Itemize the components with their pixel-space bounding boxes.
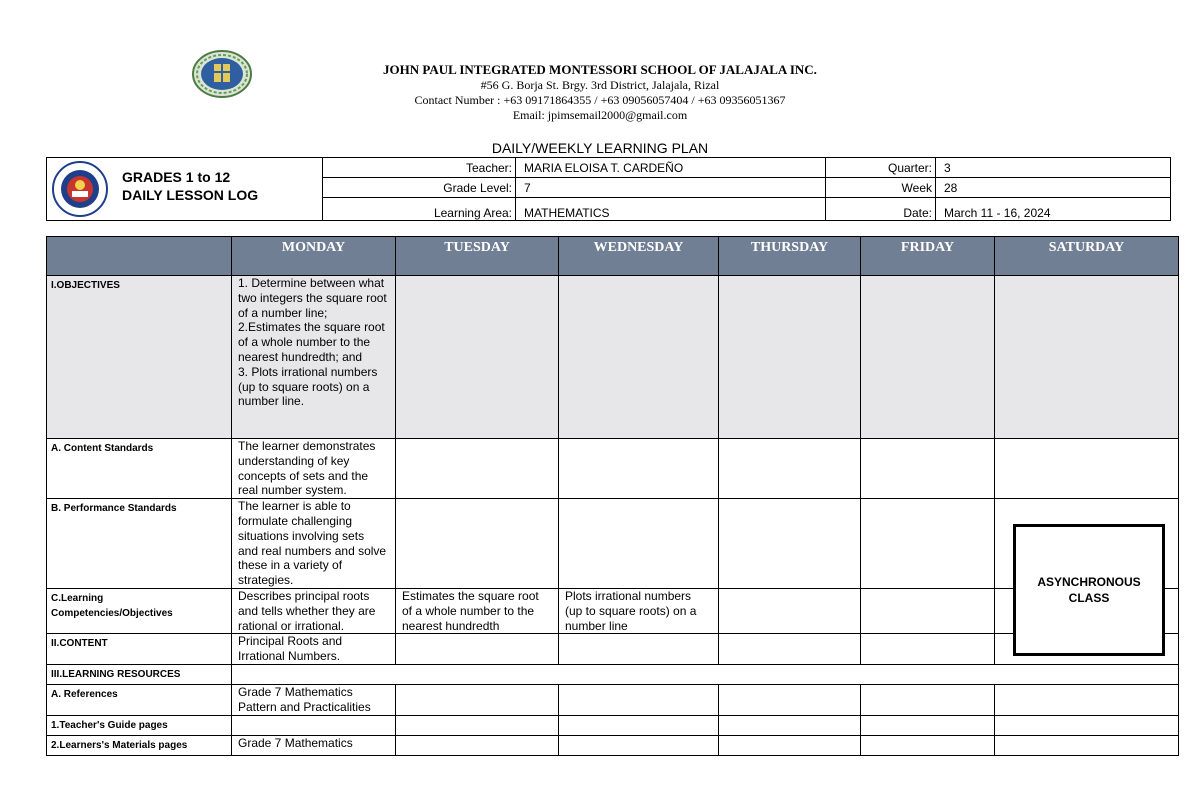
content-monday: Principal Roots and Irrational Numbers.	[232, 634, 396, 665]
objectives-saturday	[995, 276, 1179, 439]
header-friday: FRIDAY	[861, 237, 995, 276]
performance-standards-friday	[861, 499, 995, 589]
table-row-content	[47, 634, 1179, 665]
teachers-guide-monday	[232, 715, 396, 735]
school-name: JOHN PAUL INTEGRATED MONTESSORI SCHOOL OF JALAJALA INC.	[383, 62, 817, 77]
learning-area-value: MATHEMATICS	[516, 198, 826, 221]
learners-materials-friday	[861, 735, 995, 755]
grade-level-label: Grade Level:	[323, 178, 516, 198]
content-standards-tuesday	[396, 439, 559, 499]
school-seal-icon	[192, 50, 252, 98]
content-tuesday	[396, 634, 559, 665]
references-thursday	[719, 684, 861, 715]
competencies-thursday	[719, 588, 861, 633]
teachers-guide-saturday	[995, 715, 1179, 735]
log-title-line1: GRADES 1 to 12	[122, 169, 231, 185]
table-row-objectives	[47, 276, 1179, 439]
school-header	[300, 62, 900, 123]
table-row-content-standards	[47, 439, 1179, 499]
table-row-resources	[47, 664, 1179, 684]
references-wednesday	[559, 684, 719, 715]
content-wednesday	[559, 634, 719, 665]
row-label-performance-standards: B. Performance Standards	[47, 499, 232, 589]
objectives-friday	[861, 276, 995, 439]
table-row-competencies	[47, 588, 1179, 633]
table-row-performance-standards	[47, 499, 1179, 589]
teachers-guide-friday	[861, 715, 995, 735]
school-email: Email: jpimsemail2000@gmail.com	[512, 108, 688, 122]
grade-level-value: 7	[516, 178, 826, 198]
table-row-teachers-guide	[47, 715, 1179, 735]
learning-area-label: Learning Area:	[323, 198, 516, 221]
header-monday: MONDAY	[232, 237, 396, 276]
quarter-label: Quarter:	[826, 158, 936, 178]
competencies-monday: Describes principal roots and tells whether they are rational or irrational.	[232, 588, 396, 633]
references-friday	[861, 684, 995, 715]
competencies-tuesday: Estimates the square root of a whole number to the nearest hundredth	[396, 588, 559, 633]
date-value: March 11 - 16, 2024	[936, 198, 1171, 221]
date-label: Date:	[826, 198, 936, 221]
row-label-content-standards: A. Content Standards	[47, 439, 232, 499]
week-label: Week	[826, 178, 936, 198]
row-label-content: II.CONTENT	[47, 634, 232, 665]
learners-materials-monday: Grade 7 Mathematics	[232, 735, 396, 755]
learners-materials-thursday	[719, 735, 861, 755]
header-wednesday: WEDNESDAY	[559, 237, 719, 276]
performance-standards-tuesday	[396, 499, 559, 589]
row-label-teachers-guide: 1.Teacher's Guide pages	[47, 715, 232, 735]
header-blank	[47, 237, 232, 276]
table-row-learners-materials	[47, 735, 1179, 755]
log-title-line2: DAILY LESSON LOG	[122, 187, 259, 203]
table-row-references	[47, 684, 1179, 715]
row-label-learners-materials: 2.Learners's Materials pages	[47, 735, 232, 755]
header-thursday: THURSDAY	[719, 237, 861, 276]
teacher-value: MARIA ELOISA T. CARDEÑO	[516, 158, 826, 178]
row-label-objectives: I.OBJECTIVES	[47, 276, 232, 439]
content-thursday	[719, 634, 861, 665]
performance-standards-wednesday	[559, 499, 719, 589]
content-standards-monday: The learner demonstrates understanding of key concepts of sets and the real number system.	[232, 439, 396, 499]
asynchronous-class-box: ASYNCHRONOUS CLASS	[1013, 524, 1165, 656]
row-label-competencies: C.Learning Competencies/Objectives	[47, 588, 232, 633]
content-standards-saturday	[995, 439, 1179, 499]
teachers-guide-tuesday	[396, 715, 559, 735]
teacher-label: Teacher:	[323, 158, 516, 178]
row-label-resources: III.LEARNING RESOURCES	[47, 664, 232, 684]
references-tuesday	[396, 684, 559, 715]
competencies-friday	[861, 588, 995, 633]
lesson-info-table	[46, 157, 1171, 221]
competencies-wednesday: Plots irrational numbers (up to square roots) on a number line	[559, 588, 719, 633]
school-address: #56 G. Borja St. Brgy. 3rd District, Jalajala, Rizal	[480, 78, 720, 92]
deped-logo-cell	[47, 158, 323, 221]
teachers-guide-wednesday	[559, 715, 719, 735]
content-standards-thursday	[719, 439, 861, 499]
performance-standards-monday: The learner is able to formulate challenging situations involving sets and real numbers and solve these in a variety of strategies.	[232, 499, 396, 589]
header-tuesday: TUESDAY	[396, 237, 559, 276]
content-standards-friday	[861, 439, 995, 499]
content-standards-wednesday	[559, 439, 719, 499]
deped-seal-icon	[52, 161, 108, 217]
resources-span	[232, 664, 1179, 684]
references-saturday	[995, 684, 1179, 715]
school-contact: Contact Number : +63 09171864355 / +63 09056057404 / +63 09356051367	[414, 93, 786, 107]
daily-lesson-log-title	[122, 168, 258, 204]
learners-materials-saturday	[995, 735, 1179, 755]
objectives-wednesday	[559, 276, 719, 439]
references-monday: Grade 7 Mathematics Pattern and Practicalities	[232, 684, 396, 715]
row-label-references: A. References	[47, 684, 232, 715]
teachers-guide-thursday	[719, 715, 861, 735]
objectives-tuesday	[396, 276, 559, 439]
objectives-thursday	[719, 276, 861, 439]
objectives-monday: 1. Determine between what two integers the square root of a number line; 2.Estimates the square root of a whole number to the nearest hundredth; and 3. Plots irrational numbers (up to square roots) on a number line.	[232, 276, 396, 439]
header-saturday: SATURDAY	[995, 237, 1179, 276]
learners-materials-wednesday	[559, 735, 719, 755]
learners-materials-tuesday	[396, 735, 559, 755]
content-friday	[861, 634, 995, 665]
quarter-value: 3	[936, 158, 1171, 178]
performance-standards-thursday	[719, 499, 861, 589]
plan-title: DAILY/WEEKLY LEARNING PLAN	[491, 140, 709, 156]
lesson-plan-table	[46, 236, 1179, 756]
week-value: 28	[936, 178, 1171, 198]
